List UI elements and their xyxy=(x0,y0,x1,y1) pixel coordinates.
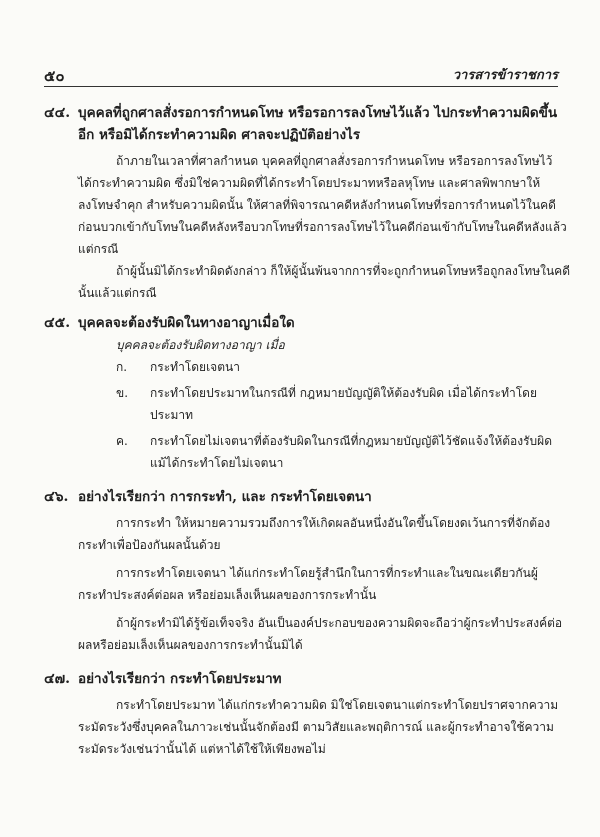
question-number: ๔๗. xyxy=(44,671,70,687)
subitem-text: กระทำโดยประมาทในกรณีที่ กฎหมายบัญญัติให้ต้องรับผิด เมื่อได้กระทำโดยประมาท xyxy=(150,386,537,422)
subitem-label: ค. xyxy=(116,434,128,448)
header-rule xyxy=(44,86,558,87)
answer-paragraph: ถ้าผู้กระทำมิได้รู้ข้อเท็จจริง อันเป็นองค์ประกอบของความผิดจะถือว่าผู้กระทำประสงค์ต่อผลหรือย่อมเล็งเห็นผลของการกระทำนั้นมิได้ xyxy=(78,616,563,652)
answer-paragraph: การกระทำโดยเจตนา ได้แก่กระทำโดยรู้สำนึกในการที่กระทำและในขณะเดียวกันผู้กระทำประสงค์ต่อผล หรือย่อมเล็งเห็นผลของการกระทำนั้น xyxy=(78,566,538,602)
running-title: วารสารข้าราชการ xyxy=(452,68,558,83)
question-item-47 xyxy=(0,668,600,760)
answer-paragraph: กระทำโดยประมาท ได้แก่กระทำความผิด มิใช่โดยเจตนาแต่กระทำโดยปราศจากความระมัดระวังซึ่งบุคคลในภาวะเช่นนั้นจักต้องมี ตามวิสัยและพฤติการณ์ และผู้กระทำอาจใช้ความระมัดระวังเช่นว่านั้นได้ แต่หาได้ใช้ให้เพียงพอไม่ xyxy=(78,698,559,756)
question-heading: อย่างไรเรียกว่า การกระทำ, และ กระทำโดยเจตนา xyxy=(78,489,372,505)
question-heading: บุคคลที่ถูกศาลสั่งรอการกำหนดโทษ หรือรอการลงโทษไว้แล้ว ไปกระทำความผิดขึ้นอีก หรือมิได้กระทำความผิด ศาลจะปฏิบัติอย่างไร xyxy=(78,105,558,143)
question-number: ๔๖. xyxy=(44,489,69,505)
subitem-text: กระทำโดยไม่เจตนาที่ต้องรับผิดในกรณีที่กฎหมายบัญญัติไว้ชัดแจ้งให้ต้องรับผิด แม้ได้กระทำโดยไม่เจตนา xyxy=(150,434,552,470)
question-heading: บุคคลจะต้องรับผิดในทางอาญาเมื่อใด xyxy=(78,315,295,331)
answer-paragraph: ถ้าภายในเวลาที่ศาลกำหนด บุคคลที่ถูกศาลสั่งรอการกำหนดโทษ หรือรอการลงโทษไว้ ได้กระทำความผิด ซึ่งมิใช่ความผิดที่ได้กระทำโดยประมาทหรือลหุโทษ และศาลพิพากษาให้ลงโทษจำคุก สำหรับความผิดนั้น ให้ศาลที่พิจารณาคดีหลังกำหนดโทษที่รอการกำหนดไว้ในคดีก่อนบวกเข้ากับโทษในคดีหลังหรือบวกโทษที่รอการลงโทษไว้ในคดีก่อนเข้ากับโทษในคดีหลังแล้วแต่กรณี xyxy=(78,154,567,256)
answer-paragraph: ถ้าผู้นั้นมิได้กระทำผิดดังกล่าว ก็ให้ผู้นั้นพ้นจากการที่จะถูกกำหนดโทษหรือถูกลงโทษในคดีนั้นแล้วแต่กรณี xyxy=(78,264,570,300)
subitem-label: ก. xyxy=(116,360,128,374)
question-item-44 xyxy=(0,102,600,304)
answer-subitem xyxy=(116,356,566,378)
document-body xyxy=(0,92,600,760)
answer-subitem xyxy=(116,382,566,426)
question-number: ๔๔. xyxy=(44,105,71,121)
question-number: ๔๕. xyxy=(44,315,71,331)
question-item-46 xyxy=(0,486,600,656)
page-header xyxy=(44,64,558,84)
answer-subitem xyxy=(116,430,566,474)
answer-paragraph: การกระทำ ให้หมายความรวมถึงการให้เกิดผลอันหนึ่งอันใดขึ้นโดยงดเว้นการที่จักต้องกระทำเพื่อป้องกันผลนั้นด้วย xyxy=(78,516,551,552)
question-heading: อย่างไรเรียกว่า กระทำโดยประมาท xyxy=(78,671,282,687)
page-number: ๕๐ xyxy=(44,67,65,85)
question-item-45 xyxy=(0,312,600,474)
answer-lead: บุคคลจะต้องรับผิดทางอาญา เมื่อ xyxy=(116,338,285,352)
subitem-label: ข. xyxy=(116,386,129,400)
subitem-text: กระทำโดยเจตนา xyxy=(150,360,240,374)
